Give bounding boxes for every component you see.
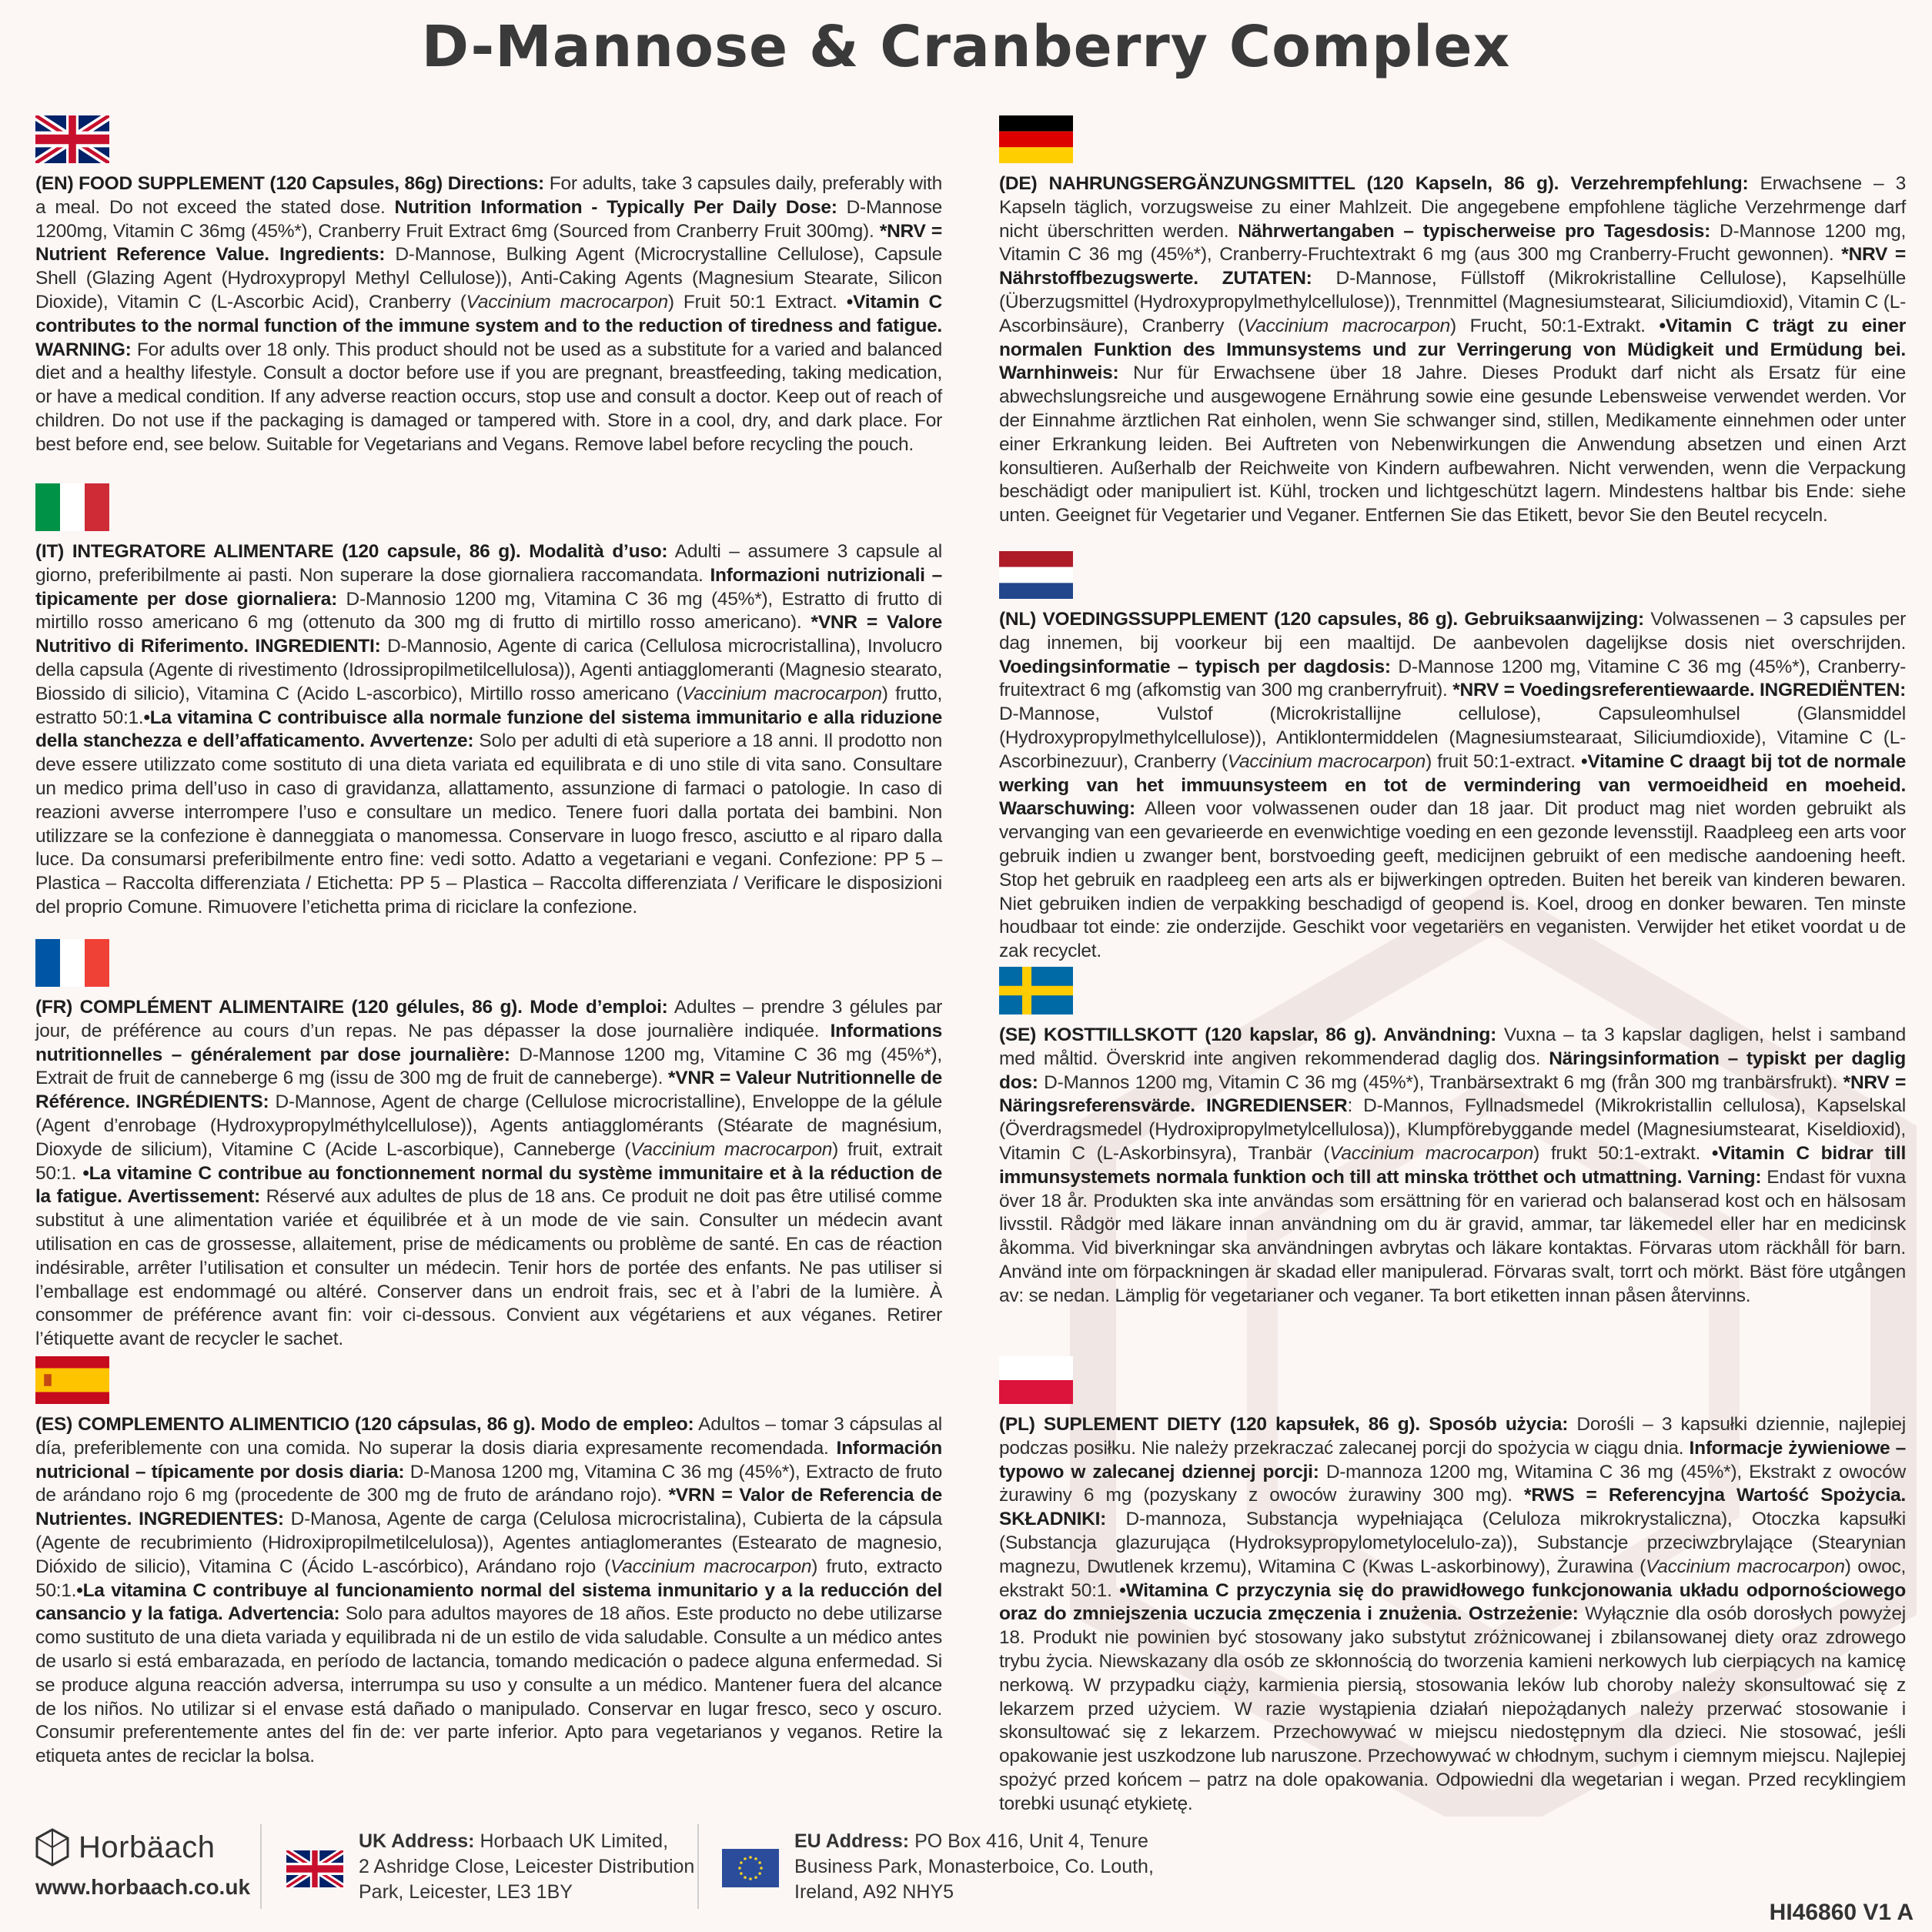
section-en-text: (EN) FOOD SUPPLEMENT (120 Capsules, 86g) Directions: For adults, take 3 capsules daily, preferably with a meal. Do not exceed the stated dose. Nutrition Information - Typically Per Daily Dose: D-Mannose 1200mg, Vitamin C 36mg (45%*), Cranberry Fruit Extract 6mg (Sourced from Cranberry Fruit 300mg). *NRV = Nutrient Reference Value. Ingredients: D-Mannose, Bulking Agent (Microcrystalline Cellulose), Capsule Shell (Glazing Agent (Hydroxypropyl Methyl Cellulose)), Anti-Caking Agents (Magnesium Stearate, Silicon Dioxide), Vitamin C (L-Ascorbic Acid), Cranberry (Vaccinium macrocarpon) Fruit 50:1 Extract. •Vitamin C contributes to the normal function of the immune system and to the reduction of tiredness and fatigue. WARNING: For adults over 18 only. This product should not be used as a substitute for a varied and balanced diet and a healthy lifestyle. Consult a doctor before use if you are pregnant, breastfeeding, taking medication, or have a medical condition. If any adverse reaction occurs, stop use and consult a doctor. Keep out of reach of children. Do not use if the packaging is damaged or tampered with. Store in a cool, dry, and dark place. For best before end, see below. Suitable for Vegetarians and Vegans. Remove label before recycling the pouch. (35, 173, 943, 455)
section-pl (999, 1356, 1906, 1817)
section-en (35, 115, 942, 457)
eu-address-line: Ireland, A92 NHY5 (794, 1881, 954, 1903)
section-es-text: (ES) COMPLEMENTO ALIMENTICIO (120 cápsulas, 86 g). Modo de empleo: Adultos – tomar 3 cápsulas al día, preferiblemente con una comida. No superar la dosis diaria expresamente recomendada. Información nutricional – típicamente por dosis diaria: D-Manosa 1200 mg, Vitamina C 36 mg (45%*), Extracto de fruto de arándano rojo 6 mg (procedente de 300 mg de fruto de arándano rojo). *VRN = Valor de Referencia de Nutrientes. INGREDIENTES: D-Manosa, Agente de carga (Celulosa microcristalina), Cubierta de la cápsula (Agente de recubrimiento (Hidroxipropilmetilcelulosa)), Agentes antiaglomerantes (Estearato de magnesio, Dióxido de silicio), Vitamina C (Ácido L-ascórbico), Arándano rojo (Vaccinium macrocarpon) fruto, extracto 50:1.•La vitamina C contribuye al funcionamiento normal del sistema inmunitario y a la reducción del cansancio y la fatiga. Advertencia: Solo para adultos mayores de 18 años. Este producto no debe utilizarse como sustituto de una dieta variada y equilibrada ni de un estilo de vida saludable. Consulte a un médico antes de usarlo si está embarazada, en período de lactancia, tomando medicación o padece alguna enfermedad. Si se produce alguna reacción adversa, interrumpa su uso y consulte a un médico. Mantener fuera del alcance de los niños. No utilizar si el envase está dañado o manipulado. Conservar en lugar fresco, seco y oscuro. Consumir preferentemente antes del fin de: ver parte inferior. Apto para vegetarianos y veganos. Retire la etiqueta antes de reciclar la bolsa. (35, 1414, 942, 1767)
eu-address-label: EU Address: (794, 1830, 910, 1852)
batch-code: HI46860 V1 A (1769, 1900, 1914, 1925)
netherlands-flag-icon (999, 551, 1073, 599)
brand-name: Horbäach (79, 1830, 216, 1864)
brand-logo (34, 1827, 215, 1867)
uk-address (359, 1829, 694, 1905)
section-se-text: (SE) KOSTTILLSKOTT (120 kapslar, 86 g). Användning: Vuxna – ta 3 kapslar dagligen, helst i samband med måltid. Överskrid inte angiven rekommenderad daglig dos. Näringsinformation – typiskt per daglig dos: D-Mannos 1200 mg, Vitamin C 36 mg (45%*), Tranbärsextrakt 6 mg (från 300 mg tranbärsfrukt). *NRV = Näringsreferensvärde. INGREDIENSER: D-Mannos, Fyllnadsmedel (Mikrokristallin cellulosa), Kapselskal (Överdragsmedel (Hydroxipropylmetylcellulosa)), Klumpförebyggande medel (Magnesiumstearat, Kiseldioxid), Vitamin C (L-Askorbinsyra), Tranbär (Vaccinium macrocarpon) frukt 50:1-extrakt. •Vitamin C bidrar till immunsystemets normala funktion och till att minska trötthet och utmattning. Varning: Endast för vuxna över 18 år. Produkten ska inte användas som ersättning för en varierad och balanserad kost och en hälsosam livsstil. Rådgör med läkare innan användning om du är gravid, ammar, tar läkemedel eller har en medicinsk åkomma. Vid biverkningar ska användningen avbrytas och läkare kontaktas. Förvaras utom räckhåll för barn. Använd inte om förpackningen är skadad eller manipulerad. Förvaras svalt, torrt och mörkt. Bäst före utgången av: se nedan. Lämplig för vegetarianer och veganer. Ta bort etiketten innan påsen återvinns. (999, 1024, 1907, 1306)
section-de-text: (DE) NAHRUNGSERGÄNZUNGSMITTEL (120 Kapseln, 86 g). Verzehrempfehlung: Erwachsene – 3 Kapseln täglich, vorzugsweise zu einer Mahlzeit. Die angegebene empfohlene tägliche Verzehrmenge darf nicht überschritten werden. Nährwertangaben – typischerweise pro Tagesdosis: D-Mannose 1200 mg, Vitamin C 36 mg (45%*), Cranberry-Fruchtextrakt 6 mg (aus 300 mg Cranberry-Frucht gewonnen). *NRV = Nährstoffbezugswerte. ZUTATEN: D-Mannose, Füllstoff (Mikrokristalline Cellulose), Kapselhülle (Überzugsmittel (Hydroxypropylmethylcellulose)), Trennmittel (Magnesiumstearat, Siliciumdioxid), Vitamin C (L-Ascorbinsäure), Cranberry (Vaccinium macrocarpon) Frucht, 50:1-Extrakt. •Vitamin C trägt zu einer normalen Funktion des Immunsystems und zur Verringerung von Müdigkeit und Ermüdung bei. Warnhinweis: Nur für Erwachsene über 18 Jahre. Dieses Produkt darf nicht als Ersatz für eine abwechslungsreiche und ausgewogene Ernährung sowie eine gesunde Lebensweise verwendet werden. Vor der Einnahme ärztlichen Rat einholen, wenn Sie schwanger sind, stillen, Medikamente einnehmen oder unter einer Erkrankung leiden. Bei Auftreten von Nebenwirkungen die Anwendung absetzen und einen Arzt konsultieren. Außerhalb der Reichweite von Kindern aufbewahren. Nicht verwenden, wenn die Verpackung beschädigt oder manipuliert ist. Kühl, trocken und lichtgeschützt lagern. Mindestens haltbar bis Ende: siehe unten. Geeignet für Vegetarier und Veganer. Entfernen Sie das Etikett, bevor Sie den Beutel recyceln. (999, 173, 1907, 526)
france-flag-icon (35, 939, 109, 987)
eu-address (794, 1829, 1154, 1905)
section-nl-text: (NL) VOEDINGSSUPPLEMENT (120 capsules, 86 g). Gebruiksaanwijzing: Volwassenen – 3 capsules per dag innemen, bij voorkeur bij een maaltijd. De aanbevolen dagelijkse dosis niet overschrijden. Voedingsinformatie – typisch per dagdosis: D-Mannose 1200 mg, Vitamine C 36 mg (45%*), Cranberry-fruitextract 6 mg (afkomstig van 300 mg cranberryfruit). *NRV = Voedingsreferentiewaarde. INGREDIËNTEN: D-Mannose, Vulstof (Microkristallijne cellulose), Capsuleomhulsel (Glansmiddel (Hydroxypropylmethylcellulose)), Antiklontermiddelen (Magnesiumstearaat, Siliciumdioxide), Vitamine C (L-Ascorbinezuur), Cranberry (Vaccinium macrocarpon) fruit 50:1-extract. •Vitamine C draagt bij tot de normale werking van het immuunsysteem en tot de vermindering van vermoeidheid en moeheid. Waarschuwing: Alleen voor volwassenen ouder dan 18 jaar. Dit product mag niet worden gebruikt als vervanging van een gevarieerde en evenwichtige voeding en een gezonde levensstijl. Raadpleeg een arts voor gebruik indien u zwanger bent, borstvoeding geeft, medicijnen gebruikt of een medische aandoening heeft. Stop het gebruik en raadpleeg een arts als er bijwerkingen optreden. Buiten het bereik van kinderen bewaren. Niet gebruiken indien de verpakking beschadigd of geopend is. Koel, droog en donker bewaren. Ten minste houdbaar tot einde: zie onderzijde. Geschikt voor vegetariërs en veganisten. Verwijder het etiket voordat u de zak recyclet. (999, 609, 1906, 962)
poland-flag-icon (999, 1356, 1073, 1404)
uk-address-line: Park, Leicester, LE3 1BY (359, 1881, 573, 1903)
eu-address-line: Business Park, Monasterboice, Co. Louth, (794, 1856, 1154, 1877)
uk-flag-icon (286, 1850, 343, 1887)
page-title: D-Mannose & Cranberry Complex (421, 14, 1511, 80)
divider (260, 1824, 262, 1909)
section-nl (999, 551, 1906, 964)
horbaach-logo-icon (34, 1827, 71, 1867)
uk-flag-icon (35, 115, 109, 163)
eu-address-line: PO Box 416, Unit 4, Tenure (914, 1830, 1148, 1852)
divider (697, 1824, 699, 1909)
germany-flag-icon (999, 115, 1073, 163)
uk-address-line: 2 Ashridge Close, Leicester Distribution (359, 1856, 695, 1877)
section-de (999, 115, 1906, 528)
section-fr (35, 939, 942, 1352)
section-it (35, 483, 942, 920)
uk-address-label: UK Address: (359, 1830, 475, 1852)
section-es (35, 1356, 942, 1769)
sweden-flag-icon (999, 967, 1073, 1014)
italy-flag-icon (35, 483, 109, 531)
section-se (999, 967, 1906, 1309)
website-link[interactable]: www.horbaach.co.uk (35, 1875, 251, 1899)
footer (0, 1817, 1932, 1932)
eu-flag-icon (722, 1849, 779, 1887)
uk-address-line: Horbaach UK Limited, (480, 1830, 669, 1852)
section-pl-text: (PL) SUPLEMENT DIETY (120 kapsułek, 86 g). Sposób użycia: Dorośli – 3 kapsułki dziennie, najlepiej podczas posiłku. Nie należy przekraczać zalecanej porcji do spożycia w ciągu dnia. Informacje żywieniowe – typowo w zalecanej dziennej porcji: D-mannoza 1200 mg, Witamina C 36 mg (45%*), Ekstrakt z owoców żurawiny 6 mg (pozyskany z owoców żurawiny 300 mg). *RWS = Referencyjna Wartość Spożycia. SKŁADNIKI: D-mannoza, Substancja wypełniająca (Celuloza mikrokrystaliczna), Otoczka kapsułki (Substancja glazurująca (Hydroksypropylometylocelulo-za)), Substancje przeciwzbrylające (Stearynian magnezu, Dwutlenek krzemu), Witamina C (Kwas L-askorbinowy), Żurawina (Vaccinium macrocarpon) owoc, ekstrakt 50:1. •Witamina C przyczynia się do prawidłowego funkcjonowania układu odpornościowego oraz do zmniejszenia uczucia zmęczenia i znużenia. Ostrzeżenie: Wyłącznie dla osób dorosłych powyżej 18. Produkt nie powinien być stosowany jako substytut zróżnicowanej i zbilansowanej diety oraz zdrowego trybu życia. Niewskazany dla osób ze skłonnością do tworzenia kamieni nerkowych lub cierpiących na kamicę nerkową. W przypadku ciąży, karmienia piersią, stosowania leków lub choroby należy skonsultować się z lekarzem przed użyciem. W razie wystąpienia działań niepożądanych należy przerwać stosowanie i skonsultować się z lekarzem. Przechowywać w miejscu niedostępnym dla dzieci. Nie stosować, jeśli opakowanie jest uszkodzone lub naruszone. Przechowywać w chłodnym, suchym i ciemnym miejscu. Najlepiej spożyć przed końcem – patrz na dole opakowania. Odpowiedni dla wegetarian i wegan. Przed recyklingiem torebki usunąć etykietę. (999, 1414, 1907, 1814)
spain-flag-icon (35, 1356, 109, 1404)
section-fr-text: (FR) COMPLÉMENT ALIMENTAIRE (120 gélules, 86 g). Mode d’emploi: Adultes – prendre 3 gélules par jour, de préférence au cours d’un repas. Ne pas dépasser la dose journalière indiquée. Informations nutritionnelles – généralement par dose journalière: D-Mannose 1200 mg, Vitamine C 36 mg (45%*), Extrait de fruit de canneberge 6 mg (issu de 300 mg de fruit de canneberge). *VNR = Valeur Nutritionnelle de Référence. INGRÉDIENTS: D-Mannose, Agent de charge (Cellulose microcristalline), Enveloppe de la gélule (Agent d’enrobage (Hydroxypropylméthylcellulose)), Agents antiagglomérants (Stéarate de magnésium, Dioxyde de silicium), Vitamine C (Acide L-ascorbique), Canneberge (Vaccinium macrocarpon) fruit, extrait 50:1. •La vitamine C contribue au fonctionnement normal du système immunitaire et à la réduction de la fatigue. Avertissement: Réservé aux adultes de plus de 18 ans. Ce produit ne doit pas être utilisé comme substitut à une alimentation variée et équilibrée et à un mode de vie sain. Consulter un médecin avant utilisation en cas de grossesse, allaitement, prise de médicaments ou problème de santé. En cas de réaction indésirable, arrêter l’utilisation et consulter un médecin. Tenir hors de portée des enfants. Ne pas utiliser si l’emballage est endommagé ou altéré. Conserver dans un endroit frais, sec et à l’abri de la lumière. À consommer de préférence avant fin: voir ci-dessous. Convient aux végétariens et aux véganes. Retirer l’étiquette avant de recycler le sachet. (35, 997, 943, 1350)
section-it-text: (IT) INTEGRATORE ALIMENTARE (120 capsule, 86 g). Modalità d’uso: Adulti – assumere 3 capsule al giorno, preferibilmente ai pasti. Non superare la dose giornaliera raccomandata. Informazioni nutrizionali – tipicamente per dose giornaliera: D-Mannosio 1200 mg, Vitamina C 36 mg (45%*), Estratto di frutto di mirtillo rosso americano 6 mg (ottenuto da 300 mg di frutto di mirtillo rosso americano). *VNR = Valore Nutritivo di Riferimento. INGREDIENTI: D-Mannosio, Agente di carica (Cellulosa microcristallina), Involucro della capsula (Agente di rivestimento (Idrossipropilmetilcellulosa)), Agenti antiagglomeranti (Magnesio stearato, Biossido di silicio), Vitamina C (Acido L-ascorbico), Mirtillo rosso americano (Vaccinium macrocarpon) frutto, estratto 50:1.•La vitamina C contribuisce alla normale funzione del sistema immunitario e alla riduzione della stanchezza e dell’affaticamento. Avvertenze: Solo per adulti di età superiore a 18 anni. Il prodotto non deve essere utilizzato come sostituto di una dieta variata ed equilibrata e di uno stile di vita sano. Consultare un medico prima dell’uso in caso di gravidanza, allattamento, assunzione di farmaci o patologie. In caso di reazioni avverse interrompere l’uso e consultare un medico. Tenere fuori dalla portata dei bambini. Non utilizzare se la confezione è danneggiata o manomessa. Conservare in luogo fresco, asciutto e al riparo dalla luce. Da consumarsi preferibilmente entro fine: vedi sotto. Adatto a vegetariani e vegani. Confezione: PP 5 – Plastica – Raccolta differenziata / Etichetta: PP 5 – Plastica – Raccolta differenziata / Verificare le disposizioni del proprio Comune. Rimuovere l’etichetta prima di riciclare la confezione. (35, 541, 943, 918)
